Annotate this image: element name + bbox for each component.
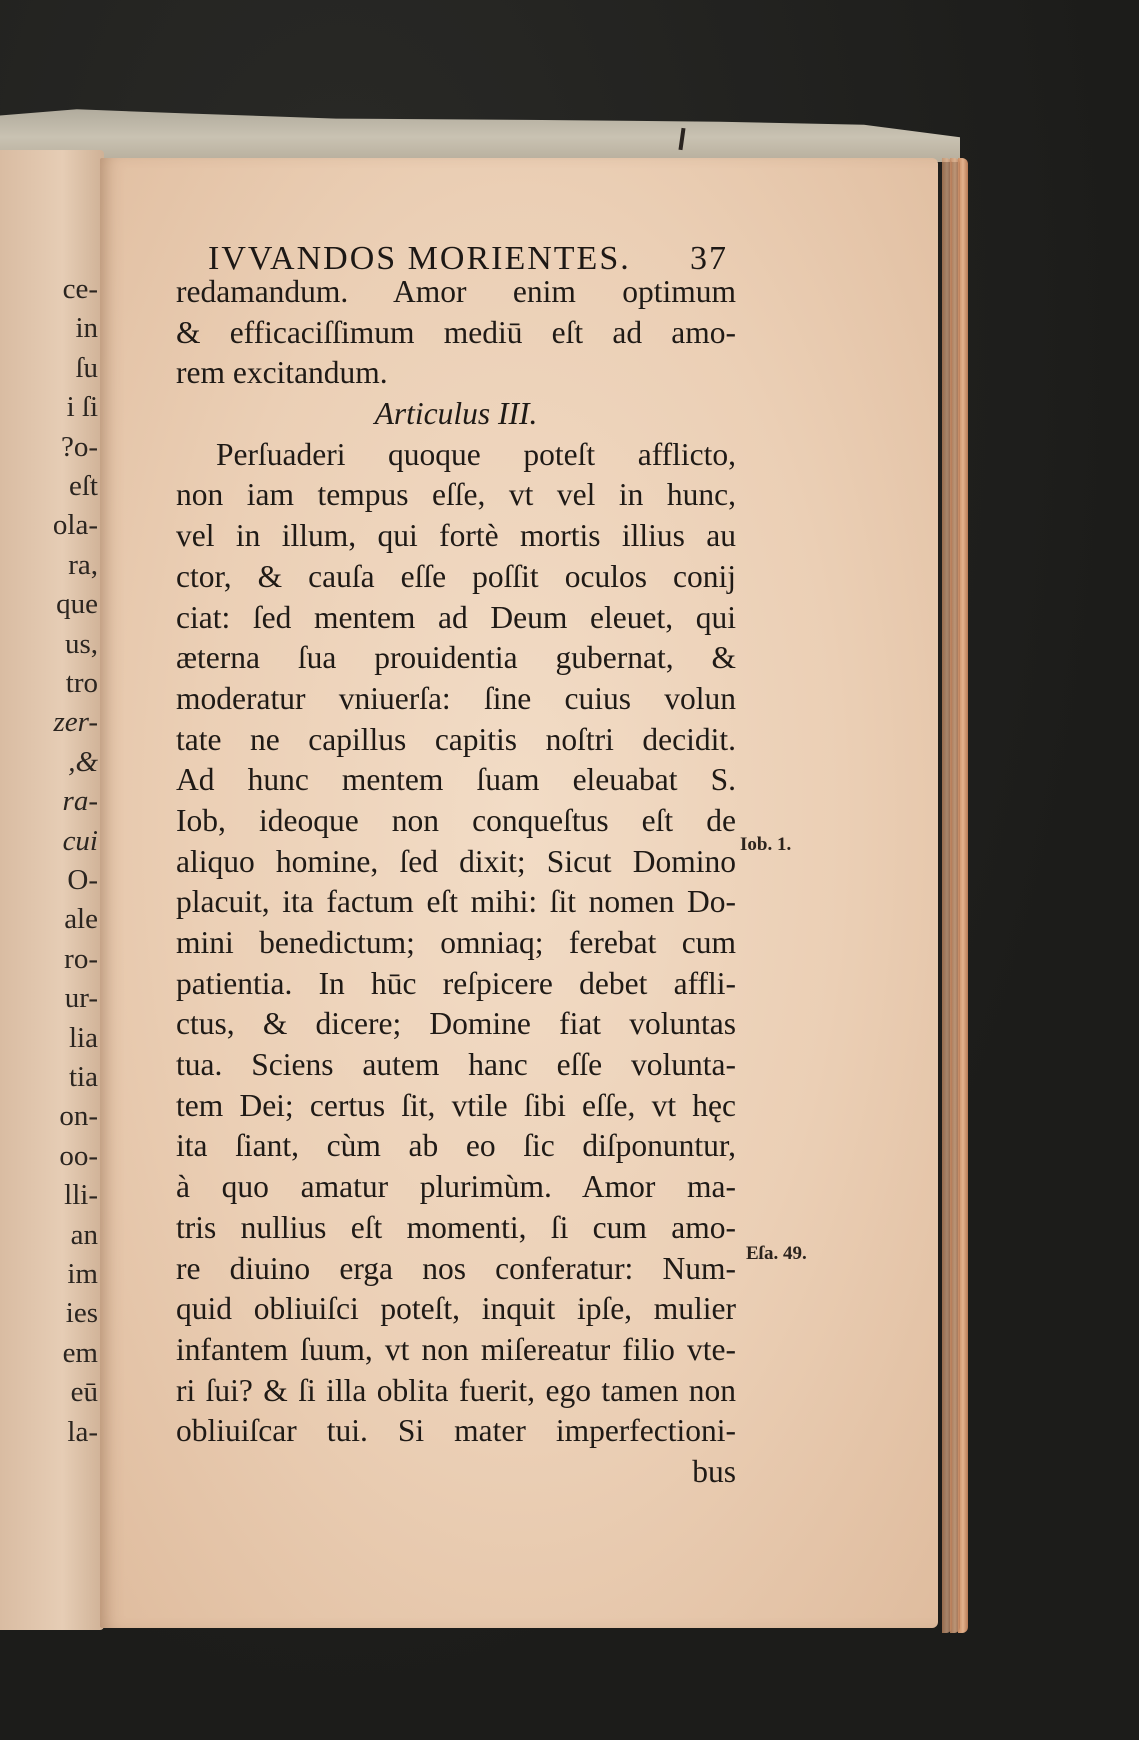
previous-page-fragment: on-	[59, 1100, 98, 1133]
previous-page-fragment: lia	[69, 1021, 98, 1054]
text-line: aliquo homine, ſed dixit; Sicut Domino	[176, 843, 736, 879]
text-line: mini benedictum; omniaq; ferebat cum	[176, 925, 736, 960]
previous-page-fragment: ra,	[68, 548, 98, 581]
previous-page-fragment: em	[62, 1336, 98, 1369]
text-line: ctor, & cauſa eſſe poſſit oculos conij	[176, 558, 736, 594]
previous-page-fragment: ale	[64, 903, 98, 936]
text-line: ita ſiant, cùm ab eo ſic diſponuntur,	[176, 1128, 736, 1164]
text-line: tris nullius eſt momenti, ſi cum amo-	[176, 1209, 736, 1245]
previous-page-fragment: eū	[70, 1376, 98, 1409]
previous-page-fragment: i ſi	[66, 391, 98, 424]
text-line: infantem ſuum, vt non miſereatur filio vte-	[176, 1331, 736, 1367]
text-line: non iam tempus eſſe, vt vel in hunc,	[176, 477, 736, 513]
previous-page-fragment: ra-	[62, 785, 98, 818]
previous-page-fragment: ?o-	[60, 430, 98, 463]
previous-page-fragment: ola-	[52, 509, 98, 542]
previous-page-fragment: eſt	[69, 470, 98, 502]
text-line: rem excitandum.	[176, 355, 388, 391]
previous-page-fragment: la-	[67, 1415, 98, 1448]
text-line: Ad hunc mentem ſuam eleuabat S.	[176, 762, 736, 798]
previous-page-fragment: ,&	[68, 745, 98, 778]
margin-note: Iob. 1.	[740, 834, 792, 855]
previous-page-fragment: oo-	[59, 1139, 98, 1172]
text-line: redamandum. Amor enim optimum	[176, 274, 736, 309]
text-line: placuit, ita factum eſt mihi: ſit nomen Do-	[176, 884, 736, 920]
previous-page-fragment: im	[67, 1258, 98, 1290]
text-line: æterna ſua prouidentia gubernat, &	[176, 640, 736, 676]
margin-note: Eſa. 49.	[746, 1243, 807, 1264]
running-head-title: IVVANDOS MORIENTES.	[208, 240, 631, 277]
previous-page-fragment: O-	[67, 864, 98, 896]
previous-page-fragment: tia	[69, 1061, 98, 1093]
catchword: bus	[692, 1453, 736, 1489]
previous-page-fragment: in	[75, 312, 98, 345]
previous-page-edge	[0, 150, 104, 1630]
text-line: à quo amatur plurimùm. Amor ma-	[176, 1169, 736, 1205]
previous-page-fragment: lli-	[64, 1179, 98, 1212]
text-line: quid obliuiſci poteſt, inquit ipſe, mulier	[176, 1291, 736, 1327]
text-line: patientia. In hūc reſpicere debet affli-	[176, 965, 736, 1001]
previous-page-fragment: ce-	[62, 273, 98, 305]
text-line: obliuiſcar tui. Si mater imperfectioni-	[176, 1413, 736, 1449]
text-line: Articulus III.	[374, 396, 538, 432]
text-line: & efficaciſſimum mediū eſt ad amo-	[176, 314, 736, 350]
previous-page-fragment: ur-	[64, 982, 98, 1015]
text-line: tem Dei; certus ſit, vtile ſibi eſſe, vt hęc	[176, 1087, 736, 1123]
text-line: moderatur vniuerſa: ſine cuius volun	[176, 680, 736, 716]
text-line: ri ſui? & ſi illa oblita fuerit, ego tamen non	[176, 1372, 736, 1408]
text-line: ciat: ſed mentem ad Deum eleuet, qui	[176, 599, 736, 635]
previous-page-fragment: ies	[65, 1297, 98, 1330]
text-line: Perſuaderi quoque poteſt afflicto,	[216, 436, 736, 472]
previous-page-fragment: ro-	[64, 942, 98, 975]
previous-page-fragment: que	[56, 588, 98, 621]
previous-page-fragment: us,	[64, 627, 98, 660]
previous-page-fragment: zer-	[53, 706, 98, 739]
page-number: 37	[690, 240, 728, 277]
body-text	[176, 272, 736, 1493]
text-line: ctus, & dicere; Domine fiat voluntas	[176, 1006, 736, 1042]
text-line: vel in illum, qui fortè mortis illius au	[176, 518, 736, 554]
text-line: tate ne capillus capitis noſtri decidit.	[176, 721, 736, 757]
text-line: tua. Sciens autem hanc eſſe volunta-	[176, 1047, 736, 1083]
text-line: Iob, ideoque non conqueſtus eſt de	[176, 802, 736, 838]
previous-page-fragment: ſu	[75, 351, 98, 384]
previous-page-fragment: tro	[65, 667, 98, 699]
text-line: re diuino erga nos conferatur: Num-	[176, 1250, 736, 1286]
previous-page-fragment: cui	[62, 824, 98, 857]
page-edge-stack	[942, 158, 952, 1633]
previous-page-fragment: an	[70, 1218, 98, 1251]
